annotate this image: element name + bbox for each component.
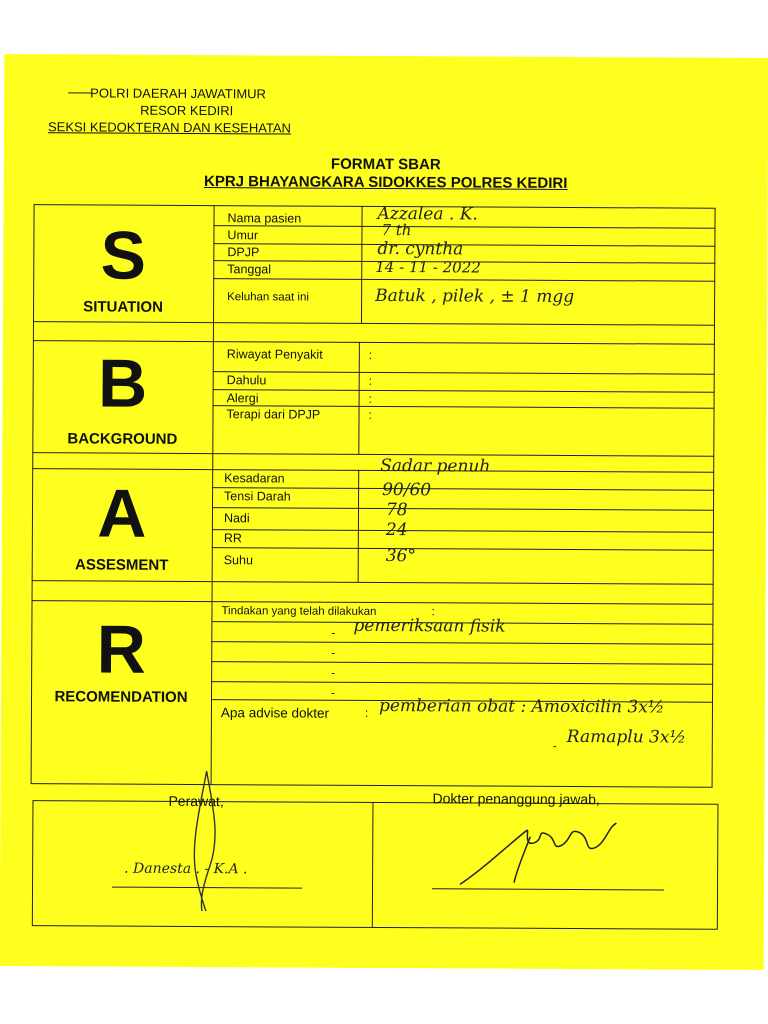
assessment-title: ASSESMENT (74, 556, 169, 574)
header-dash (68, 92, 92, 93)
action-dash: - (331, 665, 336, 680)
kesadaran-value: Sadar penuh (380, 455, 491, 477)
background-letter: B (97, 345, 148, 422)
tanggal-label: Tanggal (227, 262, 272, 277)
background-title: BACKGROUND (67, 430, 178, 448)
assessment-letter: A (97, 475, 147, 552)
advise-line-1: pemberian obat : Amoxicilin 3x½ (378, 695, 665, 718)
header-line-1: POLRI DAERAH JAWATIMUR (90, 85, 266, 102)
umur-label: Umur (227, 228, 259, 243)
nama-pasien-value: Azzalea . K. (377, 203, 478, 225)
header-line-2: RESOR KEDIRI (140, 102, 234, 119)
tanggal-value: 14 - 11 - 2022 (375, 257, 481, 277)
form-title: FORMAT SBAR (330, 155, 441, 174)
action-dash: - (331, 625, 336, 640)
keluhan-value: Batuk , pilek , ± 1 mgg (375, 285, 575, 307)
dpjp-value: dr. cyntha (377, 238, 464, 260)
sbar-form-sheet (0, 54, 768, 970)
recommendation-title: RECOMENDATION (54, 688, 188, 706)
riwayat-colon: : (368, 347, 373, 362)
situation-letter: S (100, 217, 147, 294)
rr-label: RR (223, 531, 242, 546)
tensi-label: Tensi Darah (224, 489, 291, 504)
suhu-label: Suhu (223, 553, 253, 568)
tindakan-label: Tindakan yang telah dilakukan (221, 605, 377, 618)
tindakan-colon: : (431, 604, 435, 619)
terapi-colon: : (368, 407, 372, 422)
suhu-value: 36° (385, 546, 416, 567)
action-item-1: pemeriksaan fisik (353, 615, 506, 637)
nurse-label: Perawat, (168, 792, 224, 810)
nurse-name: . Danesta . - K.A . (124, 860, 248, 878)
advise-dash: - (552, 738, 557, 753)
tensi-value: 90/60 (382, 479, 432, 501)
nadi-value: 78 (385, 500, 408, 521)
keluhan-label: Keluhan saat ini (227, 291, 309, 304)
rr-value: 24 (385, 520, 408, 541)
header-line-3: SEKSI KEDOKTERAN DAN KESEHATAN (47, 119, 292, 136)
nadi-label: Nadi (223, 511, 250, 526)
action-dash: - (331, 645, 336, 660)
doctor-label: Dokter penanggung jawab, (432, 790, 600, 808)
dahulu-colon: : (368, 373, 373, 388)
dpjp-label: DPJP (227, 245, 260, 260)
dahulu-label: Dahulu (226, 373, 267, 388)
situation-title: SITUATION (83, 298, 163, 316)
form-subtitle: KPRJ BHAYANGKARA SIDOKKES POLRES KEDIRI (203, 173, 568, 192)
recommendation-letter: R (96, 611, 147, 688)
terapi-label: Terapi dari DPJP (226, 407, 321, 422)
alergi-label: Alergi (226, 391, 259, 406)
advise-colon: : (364, 705, 369, 720)
advise-label: Apa advise dokter (220, 705, 330, 721)
umur-value: 7 th (381, 220, 412, 240)
riwayat-label: Riwayat Penyakit (226, 347, 323, 362)
nama-pasien-label: Nama pasien (227, 211, 302, 226)
doctor-signature (456, 816, 636, 897)
alergi-colon: : (368, 391, 372, 406)
action-dash: - (331, 685, 336, 700)
kesadaran-label: Kesadaran (224, 471, 285, 486)
nurse-signature (160, 765, 241, 915)
advise-line-2: Ramaplu 3x½ (566, 726, 687, 748)
